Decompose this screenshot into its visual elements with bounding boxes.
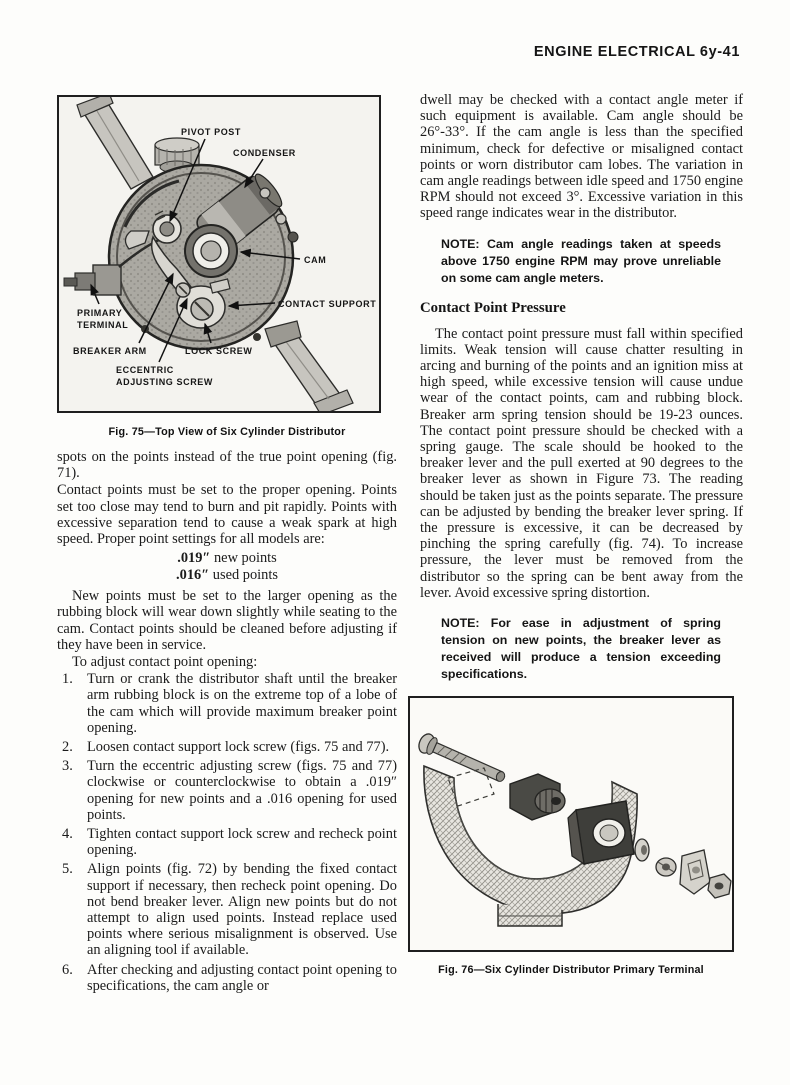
cam-part [185, 225, 237, 277]
step-4-text: Tighten contact support lock screw and recheck point opening. [87, 826, 397, 859]
washer-1 [635, 839, 649, 861]
figure-75-caption: Fig. 75—Top View of Six Cylinder Distributor [108, 426, 346, 438]
setting-used-value: .016″ [176, 567, 210, 584]
paragraph-dwell: dwell may be checked with a contact angle meter if such equipment is available. Cam angle should be 26°-33°. If the cam angle is less than the specified minimum, check for defective or misaligned contact points or worn distributor cam lobes. The variation in cam angle readings between idle speed and 1750 engine RPM should not exceed 3°. Excessive variation in this speed range indicates wear in the distributor. [420, 92, 743, 222]
setting-new-points [57, 550, 397, 567]
label-cam: CAM [304, 255, 327, 265]
left-column [57, 95, 397, 997]
step-1-number: 1. [62, 671, 73, 688]
setting-new-value: .019″ [177, 550, 211, 567]
setting-used-points [57, 567, 397, 584]
paragraph-new-points: New points must be set to the larger opening as the rubbing block will wear down slightly while seating to the cam. Contact points should be cleaned before adjusting if they have been in service. [57, 588, 397, 653]
primary-terminal-exploded-illustration [410, 698, 732, 950]
label-terminal: TERMINAL [77, 320, 129, 330]
heading-contact-point-pressure: Contact Point Pressure [420, 299, 566, 316]
step-4 [57, 826, 397, 859]
figure-76 [408, 696, 734, 952]
label-lock-screw: LOCK SCREW [185, 346, 253, 356]
step-5-number: 5. [62, 861, 73, 878]
figure-76-caption: Fig. 76—Six Cylinder Distributor Primary Terminal [438, 964, 704, 977]
step-5-text: Align points (fig. 72) by bending the fixed contact support if necessary, then recheck point opening. Do not bend breaker lever. Align new points but do not attempt to align used points. Instead replace used points where serious misalignment is observed. Use an aligning tool if available. [87, 861, 397, 959]
step-6-text: After checking and adjusting contact point opening to specifications, the cam angle or [87, 961, 397, 994]
label-eccentric: ECCENTRIC [116, 365, 174, 375]
figure-75 [57, 95, 381, 413]
step-1-text: Turn or crank the distributor shaft until the breaker arm rubbing block is on the extreme top of a lobe of the cam which will provide maximum breaker point opening. [87, 671, 397, 736]
label-breaker-arm: BREAKER ARM [73, 346, 147, 356]
step-6-number: 6. [62, 961, 73, 978]
step-2 [57, 739, 397, 756]
right-column [420, 92, 743, 987]
setting-used-label: used points [209, 567, 278, 584]
label-contact-support: CONTACT SUPPORT [278, 299, 377, 309]
label-pivot-post: PIVOT POST [181, 127, 242, 137]
label-adjusting-screw: ADJUSTING SCREW [116, 377, 214, 387]
paragraph-spots: spots on the points instead of the true point opening (fig. 71). [57, 449, 397, 482]
step-2-text: Loosen contact support lock screw (figs. 75 and 77). [87, 739, 390, 756]
washer-2 [656, 858, 676, 876]
step-3-text: Turn the eccentric adjusting screw (figs. 75 and 77) clockwise or counterclockwise to obtain a .019″ opening for new points and a .016 opening for used points. [87, 758, 397, 823]
outer-terminal-block [568, 801, 634, 864]
step-1 [57, 671, 397, 737]
note-cam-angle: NOTE: Cam angle readings taken at speeds above 1750 engine RPM may prove unreliable on some cam angle meters. [441, 236, 721, 285]
paragraph-contact-points: Contact points must be set to the proper opening. Points set too close may tend to burn and pit rapidly. Points with excessive separation tend to cause a weak spark at high speed. Proper point settings for all models are: [57, 482, 397, 548]
step-3 [57, 758, 397, 824]
label-condenser: CONDENSER [233, 148, 296, 158]
paragraph-adjust-intro: To adjust contact point opening: [72, 654, 258, 671]
distributor-top-view-illustration [59, 97, 379, 411]
point-settings [57, 550, 397, 584]
page-header: ENGINE ELECTRICAL 6y-41 [533, 44, 740, 60]
terminal-nut [708, 874, 731, 898]
step-3-number: 3. [62, 758, 73, 775]
setting-new-label: new points [210, 550, 277, 567]
step-2-number: 2. [62, 739, 73, 756]
label-primary: PRIMARY [77, 308, 123, 318]
step-6 [57, 962, 397, 995]
step-5 [57, 861, 397, 959]
paragraph-pressure: The contact point pressure must fall within specified limits. Weak tension will cause chatter resulting in arcing and burning of the points and an ignition miss at high speed, while excessive tension will cause undue wear of the contact points, cam and rubbing block. Breaker arm spring tension should be 19-23 ounces. The contact point pressure should be checked with a spring gauge. The scale should be hooked to the breaker lever and the pull exerted at 90 degrees to the breaker lever as shown in Figure 73. The reading should be taken just as the points separate. The pressure can be adjusted by bending the breaker lever spring. If the pressure is excessive, it can be decreased by pinching the spring carefully (fig. 74). To increase pressure, the lever must be removed from the distributor so the spring can be bent away from the lever. Avoid excessive spring distortion. [420, 325, 743, 601]
note-spring-tension: NOTE: For ease in adjustment of spring tension on new points, the breaker lever as received will produce a tension exceeding specifications. [441, 616, 721, 682]
adjustment-steps [57, 671, 397, 995]
step-4-number: 4. [62, 826, 73, 843]
